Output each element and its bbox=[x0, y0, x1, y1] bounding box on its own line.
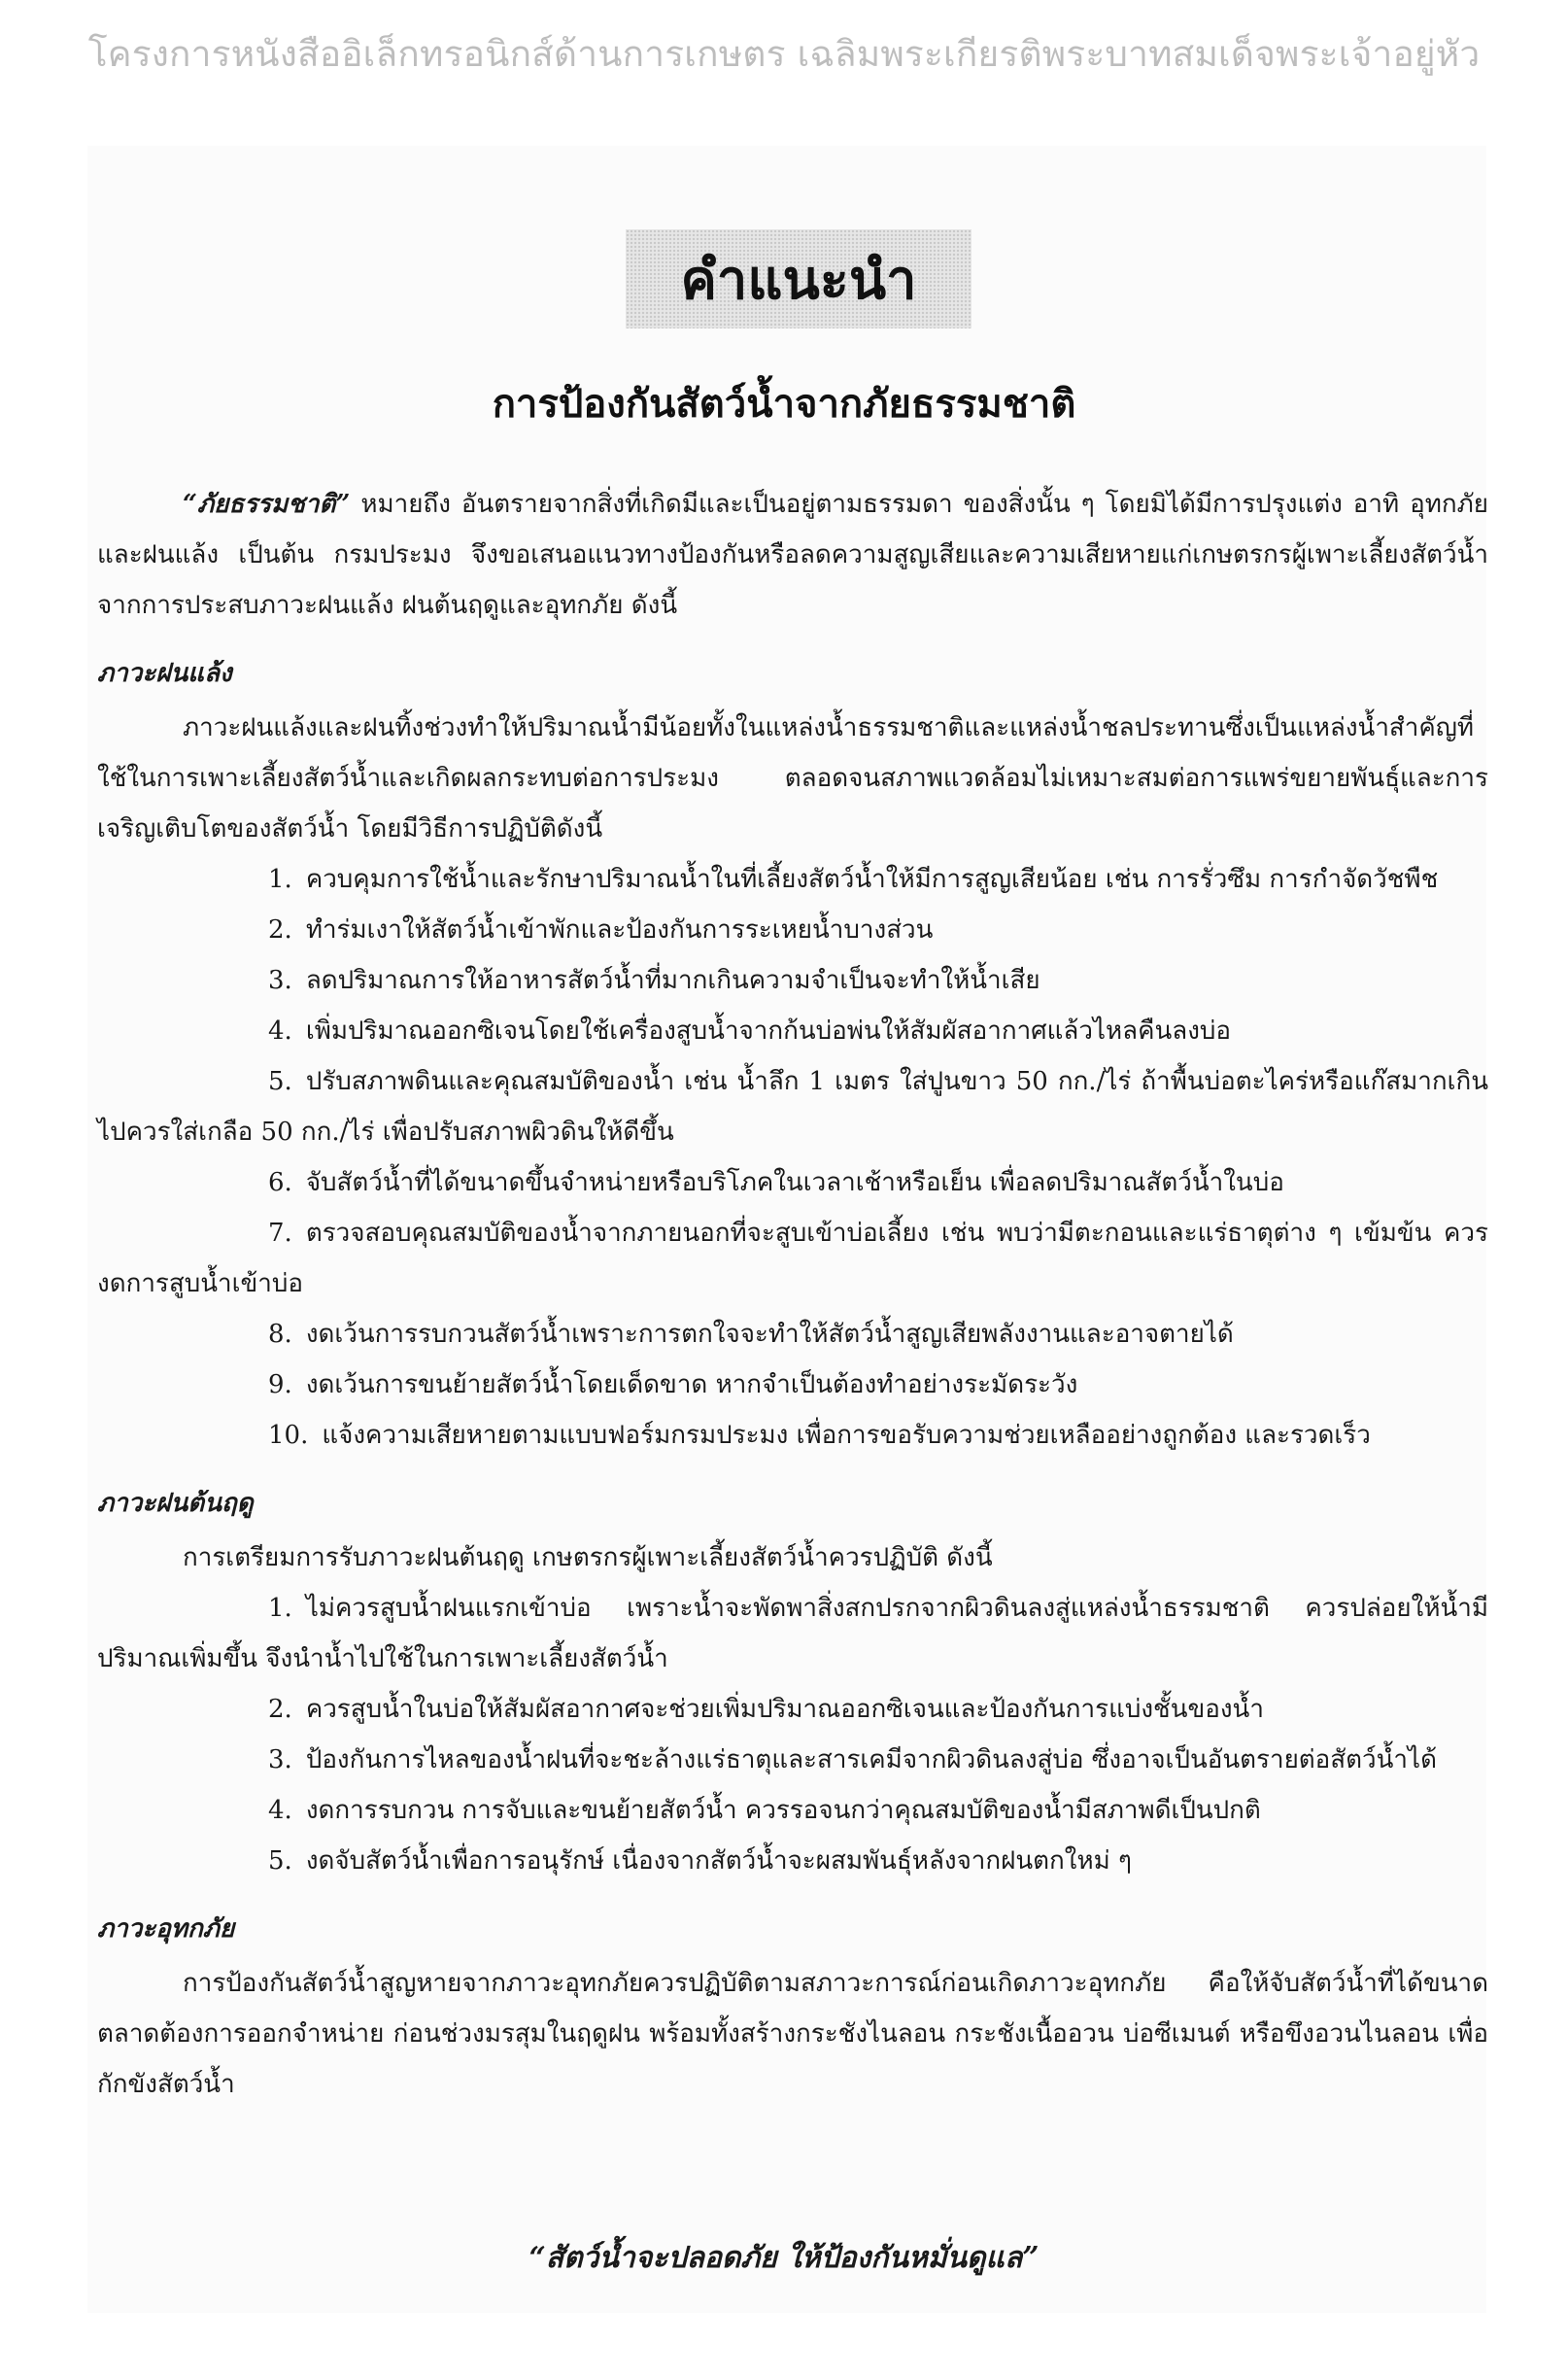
drought-list bbox=[97, 854, 1488, 1461]
item-number: 5. bbox=[268, 1067, 292, 1096]
item-number: 7. bbox=[268, 1219, 292, 1248]
flood-paragraph: การป้องกันสัตว์น้ำสูญหายจากภาวะอุทกภัยควรปฏิบัติตามสภาวะการณ์ก่อนเกิดภาวะอุทกภัย คือให้จับสัตว์น้ำที่ได้ขนาดตลาดต้องการออกจำหน่าย ก่อนช่วงมรสุมในฤดูฝน พร้อมทั้งสร้างกระชังไนลอน กระชังเนื้ออวน บ่อซีเมนต์ หรือขึงอวนไนลอน เพื่อกักขังสัตว์น้ำ bbox=[97, 1969, 1488, 2099]
item-number: 3. bbox=[268, 1745, 292, 1774]
list-item bbox=[97, 854, 1488, 905]
list-item bbox=[97, 1583, 1488, 1684]
item-number: 4. bbox=[268, 1796, 292, 1825]
list-item bbox=[97, 1684, 1488, 1735]
item-text: งดการรบกวน การจับและขนย้ายสัตว์น้ำ ควรรอจนกว่าคุณสมบัติของน้ำมีสภาพดีเป็นปกติ bbox=[305, 1796, 1261, 1825]
item-number: 1. bbox=[268, 1594, 292, 1623]
intro-paragraph bbox=[97, 479, 1488, 631]
item-number: 3. bbox=[268, 966, 292, 995]
list-item bbox=[97, 1208, 1488, 1309]
item-number: 2. bbox=[268, 1695, 292, 1724]
project-header-note: โครงการหนังสืออิเล็กทรอนิกส์ด้านการเกษตร เฉลิมพระเกียรติพระบาทสมเด็จพระเจ้าอยู่หัว bbox=[87, 33, 1481, 75]
list-item bbox=[97, 905, 1488, 955]
list-item bbox=[97, 1360, 1488, 1410]
list-item bbox=[97, 1309, 1488, 1360]
list-item bbox=[97, 1410, 1488, 1461]
item-text: แจ้งความเสียหายตามแบบฟอร์มกรมประมง เพื่อการขอรับความช่วยเหลืออย่างถูกต้อง และรวดเร็ว bbox=[322, 1421, 1371, 1450]
flood-heading: ภาวะอุทกภัย bbox=[97, 1914, 235, 1944]
list-item bbox=[97, 1785, 1488, 1836]
item-number: 5. bbox=[268, 1846, 292, 1876]
drought-heading: ภาวะฝนแล้ง bbox=[97, 659, 232, 688]
list-item bbox=[97, 1006, 1488, 1056]
intro-text: หมายถึง อันตรายจากสิ่งที่เกิดมีและเป็นอยู่ตามธรรมดา ของสิ่งนั้น ๆ โดยมิได้มีการปรุงแต่ง อาทิ อุทกภัย และฝนแล้ง เป็นต้น กรมประมง จึงขอเสนอแนวทางป้องกันหรือลดความสูญเสียและความเสียหายแก่เกษตรกรผู้เพาะเลี้ยงสัตว์น้ำจากการประสบภาวะฝนแล้ง ฝนต้นฤดูและอุทกภัย ดังนี้ bbox=[97, 490, 1488, 620]
item-text: ควบคุมการใช้น้ำและรักษาปริมาณน้ำในที่เลี้ยงสัตว์น้ำให้มีการสูญเสียน้อย เช่น การรั่วซึม การกำจัดวัชพืช bbox=[305, 865, 1439, 894]
item-text: งดเว้นการรบกวนสัตว์น้ำเพราะการตกใจจะทำให้สัตว์น้ำสูญเสียพลังงานและอาจตายได้ bbox=[305, 1320, 1234, 1349]
closing-slogan: “สัตว์น้ำจะปลอดภัย ให้ป้องกันหมั่นดูแล” bbox=[528, 2241, 1040, 2275]
list-item bbox=[97, 1157, 1488, 1208]
list-item bbox=[97, 1056, 1488, 1157]
page-title: คำแนะนำ bbox=[680, 248, 917, 312]
item-number: 8. bbox=[268, 1320, 292, 1349]
item-text: งดจับสัตว์น้ำเพื่อการอนุรักษ์ เนื่องจากสัตว์น้ำจะผสมพันธุ์หลังจากฝนตกใหม่ ๆ bbox=[305, 1846, 1132, 1876]
list-item bbox=[97, 1836, 1488, 1886]
title-box bbox=[626, 229, 971, 328]
item-text: ควรสูบน้ำในบ่อให้สัมผัสอากาศจะช่วยเพิ่มปริมาณออกซิเจนและป้องกันการแบ่งชั้นของน้ำ bbox=[305, 1695, 1264, 1724]
item-text: ตรวจสอบคุณสมบัติของน้ำจากภายนอกที่จะสูบเข้าบ่อเลี้ยง เช่น พบว่ามีตะกอนและแร่ธาตุต่าง ๆ เข้มข้น ควรงดการสูบน้ำเข้าบ่อ bbox=[97, 1219, 1488, 1298]
document-body bbox=[97, 479, 1488, 2110]
item-text: ปรับสภาพดินและคุณสมบัติของน้ำ เช่น น้ำลึก 1 เมตร ใส่ปูนขาว 50 กก./ไร่ ถ้าพื้นบ่อตะไคร่หรือแก๊สมากเกินไปควรใส่เกลือ 50 กก./ไร่ เพื่อปรับสภาพผิวดินให้ดีขึ้น bbox=[97, 1067, 1488, 1147]
intro-term: “ภัยธรรมชาติ” bbox=[183, 490, 351, 519]
list-item bbox=[97, 955, 1488, 1006]
early-rain-list bbox=[97, 1583, 1488, 1886]
item-number: 4. bbox=[268, 1016, 292, 1046]
item-number: 10. bbox=[268, 1421, 309, 1450]
item-text: งดเว้นการขนย้ายสัตว์น้ำโดยเด็ดขาด หากจำเป็นต้องทำอย่างระมัดระวัง bbox=[305, 1370, 1078, 1399]
item-text: ทำร่มเงาให้สัตว์น้ำเข้าพักและป้องกันการระเหยน้ำบางส่วน bbox=[305, 915, 934, 945]
item-number: 2. bbox=[268, 915, 292, 945]
drought-intro: ภาวะฝนแล้งและฝนทิ้งช่วงทำให้ปริมาณน้ำมีน้อยทั้งในแหล่งน้ำธรรมชาติและแหล่งน้ำชลประทานซึ่งเป็นแหล่งน้ำสำคัญที่ใช้ในการเพาะเลี้ยงสัตว์น้ำและเกิดผลกระทบต่อการประมง ตลอดจนสภาพแวดล้อมไม่เหมาะสมต่อการแพร่ขยายพันธุ์และการเจริญเติบโตของสัตว์น้ำ โดยมีวิธีการปฏิบัติดังนี้ bbox=[97, 713, 1488, 844]
list-item bbox=[97, 1735, 1488, 1785]
page-subtitle: การป้องกันสัตว์น้ำจากภัยธรรมชาติ bbox=[492, 382, 1076, 427]
item-number: 1. bbox=[268, 865, 292, 894]
item-text: ลดปริมาณการให้อาหารสัตว์น้ำที่มากเกินความจำเป็นจะทำให้น้ำเสีย bbox=[305, 966, 1040, 995]
early-rain-intro: การเตรียมการรับภาวะฝนต้นฤดู เกษตรกรผู้เพาะเลี้ยงสัตว์น้ำควรปฏิบัติ ดังนี้ bbox=[183, 1543, 993, 1572]
item-number: 9. bbox=[268, 1370, 292, 1399]
item-text: จับสัตว์น้ำที่ได้ขนาดขึ้นจำหน่ายหรือบริโภคในเวลาเช้าหรือเย็น เพื่อลดปริมาณสัตว์น้ำในบ่อ bbox=[305, 1168, 1284, 1197]
item-text: ไม่ควรสูบน้ำฝนแรกเข้าบ่อ เพราะน้ำจะพัดพาสิ่งสกปรกจากผิวดินลงสู่แหล่งน้ำธรรมชาติ ควรปล่อยให้น้ำมีปริมาณเพิ่มขึ้น จึงนำน้ำไปใช้ในการเพาะเลี้ยงสัตว์น้ำ bbox=[97, 1594, 1488, 1673]
early-rain-heading: ภาวะฝนต้นฤดู bbox=[97, 1489, 254, 1518]
item-number: 6. bbox=[268, 1168, 292, 1197]
item-text: ป้องกันการไหลของน้ำฝนที่จะชะล้างแร่ธาตุและสารเคมีจากผิวดินลงสู่บ่อ ซึ่งอาจเป็นอันตรายต่อสัตว์น้ำได้ bbox=[305, 1745, 1437, 1774]
item-text: เพิ่มปริมาณออกซิเจนโดยใช้เครื่องสูบน้ำจากก้นบ่อพ่นให้สัมผัสอากาศแล้วไหลคืนลงบ่อ bbox=[305, 1016, 1232, 1046]
